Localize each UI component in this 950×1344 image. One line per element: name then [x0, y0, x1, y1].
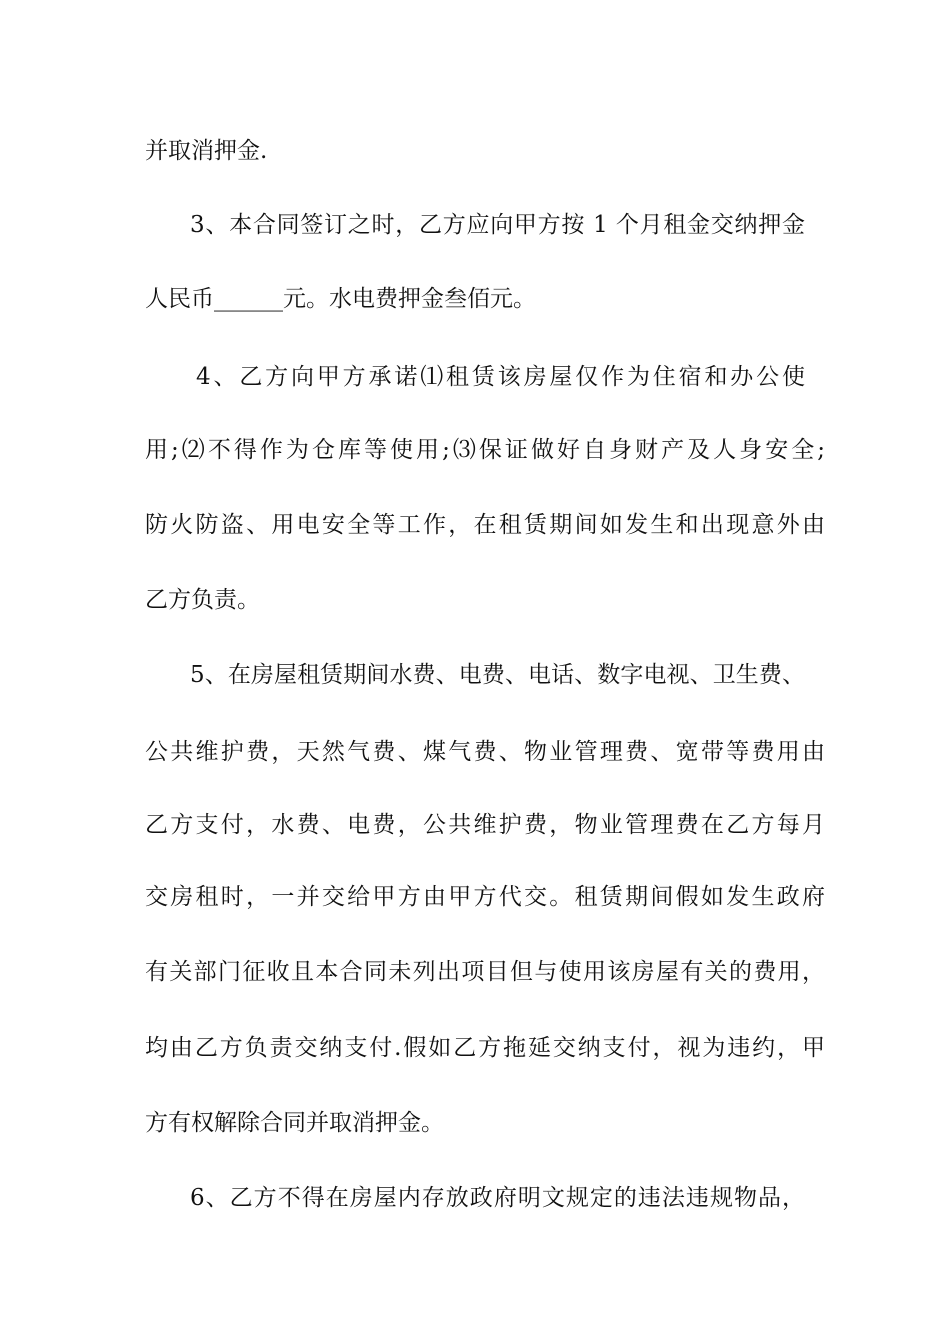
clause-3-line-1: 3、本合同签订之时，乙方应向甲方按 1 个月租金交纳押金: [190, 212, 805, 238]
clause-5-line-3: 乙方支付，水费、电费，公共维护费，物业管理费在乙方每月: [145, 812, 825, 838]
clause-5-line-4: 交房租时，一并交给甲方由甲方代交。租赁期间假如发生政府: [145, 884, 825, 910]
clause-5-line-7: 方有权解除合同并取消押金。: [145, 1110, 444, 1136]
clause-5-line-2: 公共维护费，天然气费、煤气费、物业管理费、宽带等费用由: [145, 739, 825, 765]
clause-4-line-3: 防火防盗、用电安全等工作，在租赁期间如发生和出现意外由: [145, 512, 825, 538]
text-line-1: 并取消押金.: [145, 138, 268, 164]
clause-5-line-1: 5、在房屋租赁期间水费、电费、电话、数字电视、卫生费、: [190, 662, 805, 688]
clause-4-line-4: 乙方负责。: [145, 587, 260, 613]
clause-4-line-2: 用;⑵不得作为仓库等使用;⑶保证做好自身财产及人身安全;: [145, 437, 825, 463]
clause-4-line-1: 4、乙方向甲方承诺⑴租赁该房屋仅作为住宿和办公使: [196, 364, 805, 390]
clause-6-line-1: 6、乙方不得在房屋内存放政府明文规定的违法违规物品，: [190, 1185, 805, 1211]
clause-5-line-5: 有关部门征收且本合同未列出项目但与使用该房屋有关的费用，: [145, 959, 825, 985]
clause-3-line-2: 人民币______元。水电费押金叁佰元。: [145, 286, 536, 312]
clause-5-line-6: 均由乙方负责交纳支付.假如乙方拖延交纳支付，视为违约，甲: [145, 1035, 825, 1061]
